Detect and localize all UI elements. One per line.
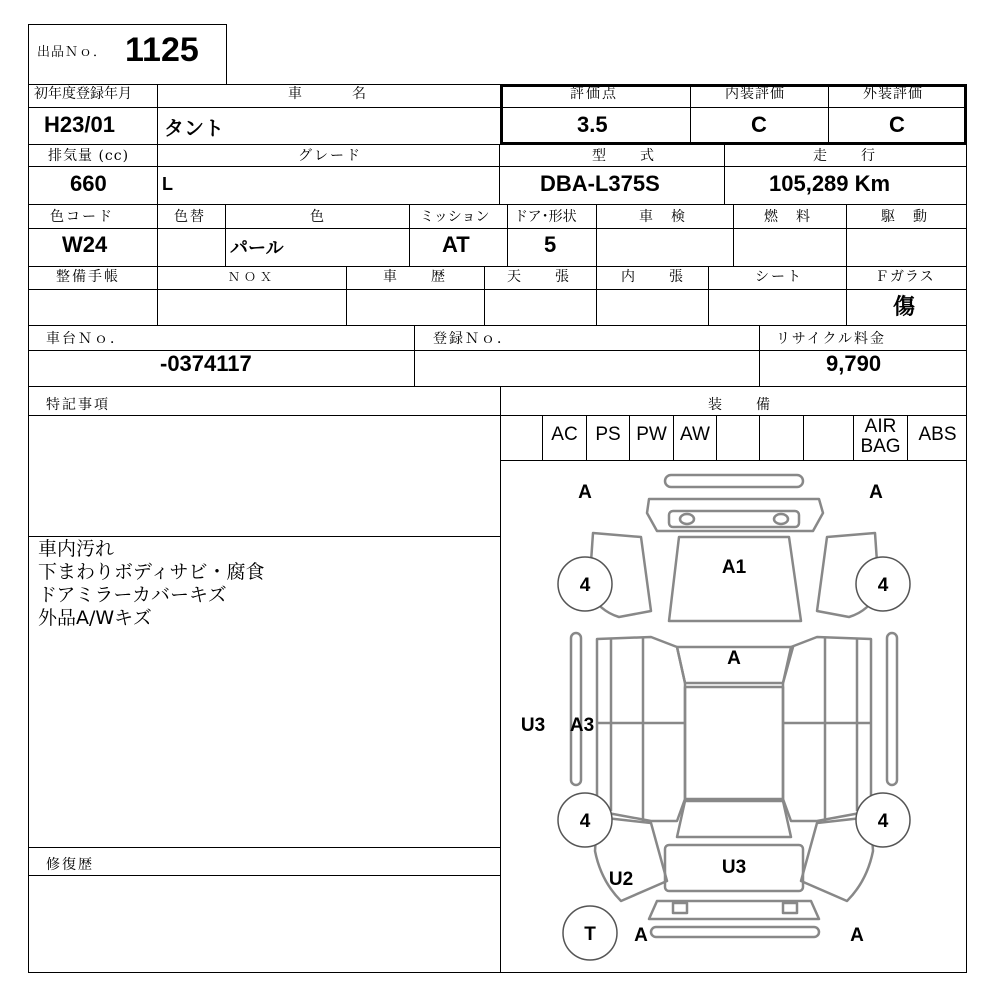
headlight-left: [680, 514, 694, 524]
rear-window: [677, 801, 791, 837]
chassis-value: -0374117: [160, 351, 252, 376]
inspection-cell: [597, 204, 734, 266]
recycle-cell: [760, 325, 967, 387]
exterior-label: 外装評価: [863, 86, 923, 102]
windshield-label: Ｆガラス: [875, 269, 935, 285]
mark-rear-bumper-left: A: [634, 925, 648, 946]
roof: [685, 687, 783, 799]
grade-cell: [158, 144, 500, 205]
displacement-value: 660: [70, 171, 107, 196]
exterior-value: C: [889, 112, 905, 137]
car-history-cell: [347, 266, 485, 326]
interior-trim-cell: [597, 266, 709, 326]
hood: [669, 537, 801, 621]
mark-front-right: A: [869, 482, 883, 503]
grade-value: L: [162, 174, 173, 194]
equipment-pw: PW: [630, 415, 674, 461]
mark-tire-rear-left: 4: [579, 811, 591, 832]
note-line: 下まわりボディサビ・腐食: [38, 561, 265, 583]
color-cell: [226, 204, 410, 266]
equipment-abs: ABS: [918, 424, 957, 445]
mark-left-door: A3: [569, 715, 595, 736]
registration-cell: [415, 325, 760, 387]
car-name-label: 車 名: [288, 86, 368, 102]
recycle-label: リサイクル料金: [776, 331, 887, 347]
displacement-label: 排気量 (cc): [48, 148, 130, 164]
rear-bumper-bottom: [651, 927, 819, 937]
notes-list: [38, 538, 264, 630]
car-name-cell: [158, 84, 500, 145]
equipment-slot: [500, 415, 543, 461]
drive-cell: [847, 204, 967, 266]
nox-cell: [158, 266, 347, 326]
equipment-slot: [717, 415, 760, 461]
mark-rear-left: U2: [608, 869, 634, 890]
interior-value: C: [751, 112, 767, 137]
chassis-label: 車台Ｎｏ．: [46, 331, 126, 347]
door-value: 5: [544, 232, 557, 257]
windshield-value: 傷: [893, 294, 916, 320]
car-name-value: タント: [164, 118, 224, 140]
fuel-label: 燃 料: [764, 209, 812, 225]
interior-cell: [691, 84, 829, 145]
seat-cell: [709, 266, 847, 326]
inspection-label: 車 検: [639, 209, 687, 225]
headlight-right: [774, 514, 788, 524]
color-label: 色: [310, 209, 326, 225]
color-change-cell: [158, 204, 226, 266]
headliner-label: 天 張: [507, 269, 571, 285]
lot-box: [28, 24, 227, 85]
model-label: 型 式: [592, 148, 656, 164]
notes-section: [28, 386, 501, 973]
score-cell: [500, 84, 691, 145]
reg-date-label: 初年度登録年月: [34, 86, 132, 102]
equipment-row: [500, 415, 967, 461]
grade-label: グレード: [298, 148, 362, 164]
front-bumper-top: [665, 475, 803, 487]
displacement-cell: [28, 144, 158, 205]
lot-number: 1125: [125, 31, 199, 69]
lot-label: 出品Ｎｏ．: [37, 45, 108, 60]
equipment-aw: AW: [674, 415, 717, 461]
interior-label: 内装評価: [725, 86, 785, 102]
mark-left-side: U3: [520, 715, 546, 736]
model-value: DBA-L375S: [540, 171, 660, 196]
side-skirt-right: [887, 633, 897, 785]
recycle-value: 9,790: [826, 351, 882, 376]
equipment-airbag: AIR BAG: [854, 415, 908, 461]
equipment-label: 装 備: [708, 397, 772, 413]
car-diagram: [501, 461, 966, 972]
color-code-label: 色コード: [50, 209, 114, 225]
score-value: 3.5: [577, 112, 608, 137]
exterior-cell: [829, 84, 967, 145]
mark-tire-front-right: 4: [877, 575, 889, 596]
windshield-cell: [847, 266, 967, 326]
seat-label: シート: [755, 269, 803, 285]
mission-value: AT: [442, 232, 470, 257]
mark-spare-tire: T: [584, 924, 596, 945]
mileage-cell: [725, 144, 967, 205]
mileage-label: 走 行: [813, 148, 877, 164]
reg-date-cell: [28, 84, 158, 145]
mark-tire-front-left: 4: [579, 575, 591, 596]
equipment-slot: [804, 415, 854, 461]
car-history-label: 車 歴: [383, 269, 447, 285]
color-code-value: W24: [62, 232, 108, 257]
equipment-ac: AC: [543, 415, 587, 461]
color-change-label: 色替: [174, 209, 206, 225]
color-value: パール: [230, 238, 284, 258]
side-skirt-left: [571, 633, 581, 785]
repair-history-label: 修復歴: [46, 857, 94, 873]
note-line: ドアミラーカバーキズ: [38, 584, 227, 606]
score-label: 評価点: [570, 86, 618, 102]
chassis-cell: [28, 325, 415, 387]
mark-tailgate: U3: [721, 857, 747, 878]
mission-cell: [410, 204, 508, 266]
note-line: 車内汚れ: [38, 538, 115, 560]
equipment-slot: [760, 415, 804, 461]
mark-roof: A: [727, 648, 741, 669]
equipment-ps: PS: [587, 415, 630, 461]
mileage-value: 105,289 Km: [769, 171, 891, 196]
mark-front-left: A: [578, 482, 592, 503]
mark-rear-bumper-right: A: [850, 925, 864, 946]
nox-label: ＮＯＸ: [228, 270, 277, 284]
reg-date-value: H23/01: [44, 112, 115, 137]
color-code-cell: [28, 204, 158, 266]
headliner-cell: [485, 266, 597, 326]
mark-tire-rear-right: 4: [877, 811, 889, 832]
mission-label: ミッション: [420, 209, 490, 225]
drive-label: 駆 動: [881, 209, 929, 225]
note-line: 外品A/Wキズ: [38, 607, 152, 629]
door-cell: [508, 204, 597, 266]
notes-label: 特記事項: [46, 397, 110, 413]
interior-trim-label: 内 張: [621, 269, 685, 285]
registration-label: 登録Ｎｏ．: [433, 331, 513, 347]
mark-hood: A1: [721, 557, 747, 578]
door-label: ドア･形状: [514, 209, 577, 225]
model-cell: [500, 144, 725, 205]
service-book-label: 整備手帳: [56, 269, 120, 285]
service-book-cell: [28, 266, 158, 326]
fuel-cell: [734, 204, 847, 266]
